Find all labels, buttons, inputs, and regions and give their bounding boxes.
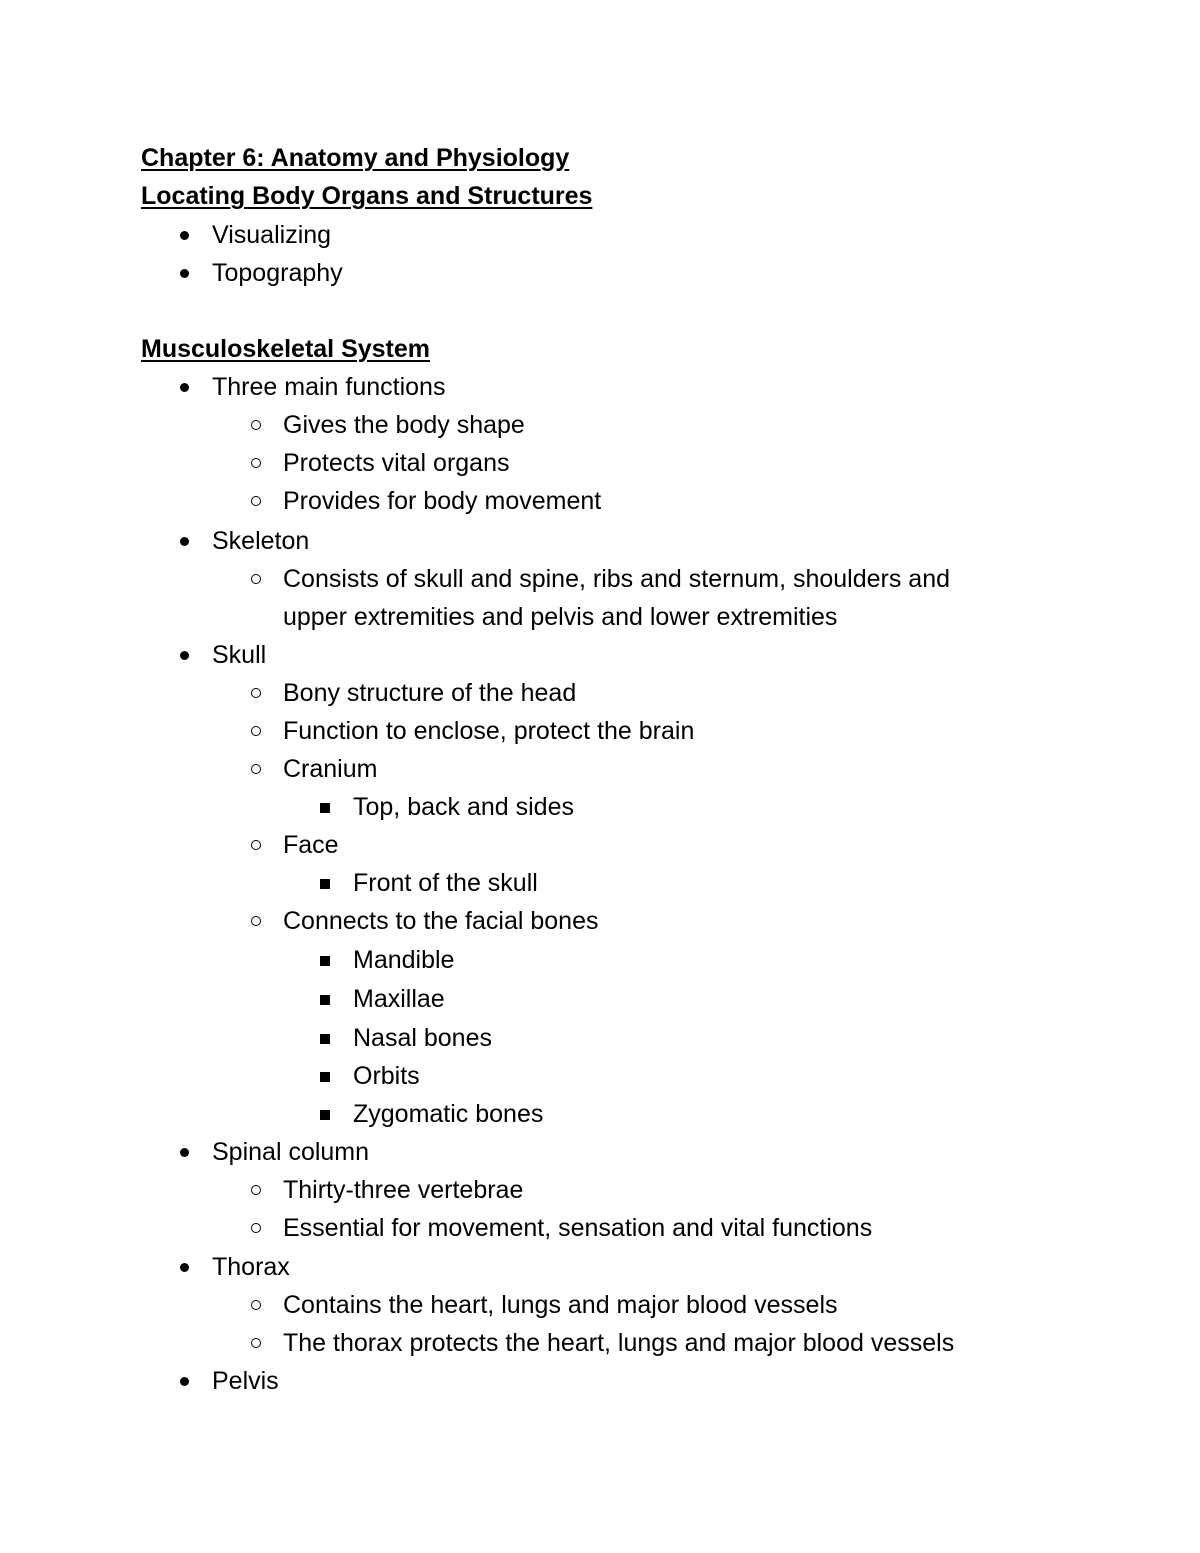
bullet-dot-icon xyxy=(180,1148,189,1157)
list-item-text: Visualizing xyxy=(212,221,332,249)
bullet-dot-icon xyxy=(180,269,189,278)
bullet-square-icon xyxy=(320,1034,330,1044)
list-item xyxy=(0,1209,1200,1247)
list-item-text: Skull xyxy=(212,641,267,669)
bullet-dot-icon xyxy=(180,231,189,240)
list-item xyxy=(0,216,1200,254)
bullet-dot-icon xyxy=(180,383,189,392)
list-item xyxy=(0,941,1200,979)
section-heading-locating: Locating Body Organs and Structures xyxy=(141,182,593,210)
list-item-text: Cranium xyxy=(283,755,378,783)
list-item-text: Gives the body shape xyxy=(283,411,525,439)
bullet-ring-icon xyxy=(251,840,261,850)
list-item xyxy=(0,368,1200,406)
list-item xyxy=(0,1019,1200,1057)
bullet-ring-icon xyxy=(251,458,261,468)
list-item-text: Consists of skull and spine, ribs and sternum, shoulders and xyxy=(283,565,951,593)
bullet-ring-icon xyxy=(251,688,261,698)
list-item xyxy=(0,406,1200,444)
list-item-text: Function to enclose, protect the brain xyxy=(283,717,695,745)
bullet-ring-icon xyxy=(251,574,261,584)
list-item xyxy=(0,826,1200,864)
list-item-text: Three main functions xyxy=(212,373,446,401)
list-item-text: Face xyxy=(283,831,339,859)
list-item-text: Protects vital organs xyxy=(283,449,510,477)
bullet-ring-icon xyxy=(251,1185,261,1195)
list-item xyxy=(0,788,1200,826)
list-item xyxy=(0,712,1200,750)
list-item-text: Nasal bones xyxy=(353,1024,492,1052)
list-item-text: Mandible xyxy=(353,946,455,974)
list-item-text: Connects to the facial bones xyxy=(283,907,599,935)
bullet-square-icon xyxy=(320,995,330,1005)
bullet-dot-icon xyxy=(180,1377,189,1386)
list-item xyxy=(0,864,1200,902)
list-item-text: Skeleton xyxy=(212,527,310,555)
bullet-ring-icon xyxy=(251,496,261,506)
list-item-text: Maxillae xyxy=(353,985,445,1013)
bullet-ring-icon xyxy=(251,1223,261,1233)
list-item xyxy=(0,1171,1200,1209)
list-item-text: Zygomatic bones xyxy=(353,1100,544,1128)
list-item-text: The thorax protects the heart, lungs and major blood vessels xyxy=(283,1329,955,1357)
list-item xyxy=(0,482,1200,520)
section-heading-musculoskeletal: Musculoskeletal System xyxy=(141,335,431,363)
list-item xyxy=(0,1095,1200,1133)
list-item-text: Spinal column xyxy=(212,1138,370,1166)
list-item xyxy=(0,1133,1200,1171)
list-item-text: Pelvis xyxy=(212,1367,279,1395)
list-item-text: Contains the heart, lungs and major blood vessels xyxy=(283,1291,838,1319)
bullet-square-icon xyxy=(320,1072,330,1082)
list-item-text: Thorax xyxy=(212,1253,290,1281)
list-item-text: Orbits xyxy=(353,1062,420,1090)
list-item-text: Topography xyxy=(212,259,343,287)
list-item xyxy=(0,902,1200,940)
list-item xyxy=(0,1248,1200,1286)
bullet-dot-icon xyxy=(180,651,189,660)
bullet-ring-icon xyxy=(251,1300,261,1310)
list-item xyxy=(0,1362,1200,1400)
list-item xyxy=(0,674,1200,712)
bullet-square-icon xyxy=(320,956,330,966)
list-item xyxy=(0,636,1200,674)
list-item-text: Thirty-three vertebrae xyxy=(283,1176,524,1204)
list-item xyxy=(0,980,1200,1018)
list-item xyxy=(0,1324,1200,1362)
list-item xyxy=(0,750,1200,788)
bullet-ring-icon xyxy=(251,1338,261,1348)
list-item-text: Provides for body movement xyxy=(283,487,602,515)
list-item-continuation: upper extremities and pelvis and lower extremities xyxy=(283,603,838,631)
bullet-ring-icon xyxy=(251,726,261,736)
bullet-ring-icon xyxy=(251,764,261,774)
list-item xyxy=(0,560,1200,598)
bullet-square-icon xyxy=(320,879,330,889)
list-item xyxy=(0,1057,1200,1095)
list-item xyxy=(0,522,1200,560)
list-item xyxy=(0,1286,1200,1324)
list-item-text: Front of the skull xyxy=(353,869,538,897)
bullet-ring-icon xyxy=(251,916,261,926)
list-item xyxy=(0,254,1200,292)
bullet-ring-icon xyxy=(251,420,261,430)
bullet-square-icon xyxy=(320,1110,330,1120)
list-item-text: Essential for movement, sensation and vital functions xyxy=(283,1214,873,1242)
bullet-dot-icon xyxy=(180,1263,189,1272)
list-item-text: Bony structure of the head xyxy=(283,679,577,707)
bullet-dot-icon xyxy=(180,537,189,546)
page-title: Chapter 6: Anatomy and Physiology xyxy=(141,144,570,172)
list-item-text: Top, back and sides xyxy=(353,793,574,821)
bullet-square-icon xyxy=(320,803,330,813)
list-item xyxy=(0,444,1200,482)
